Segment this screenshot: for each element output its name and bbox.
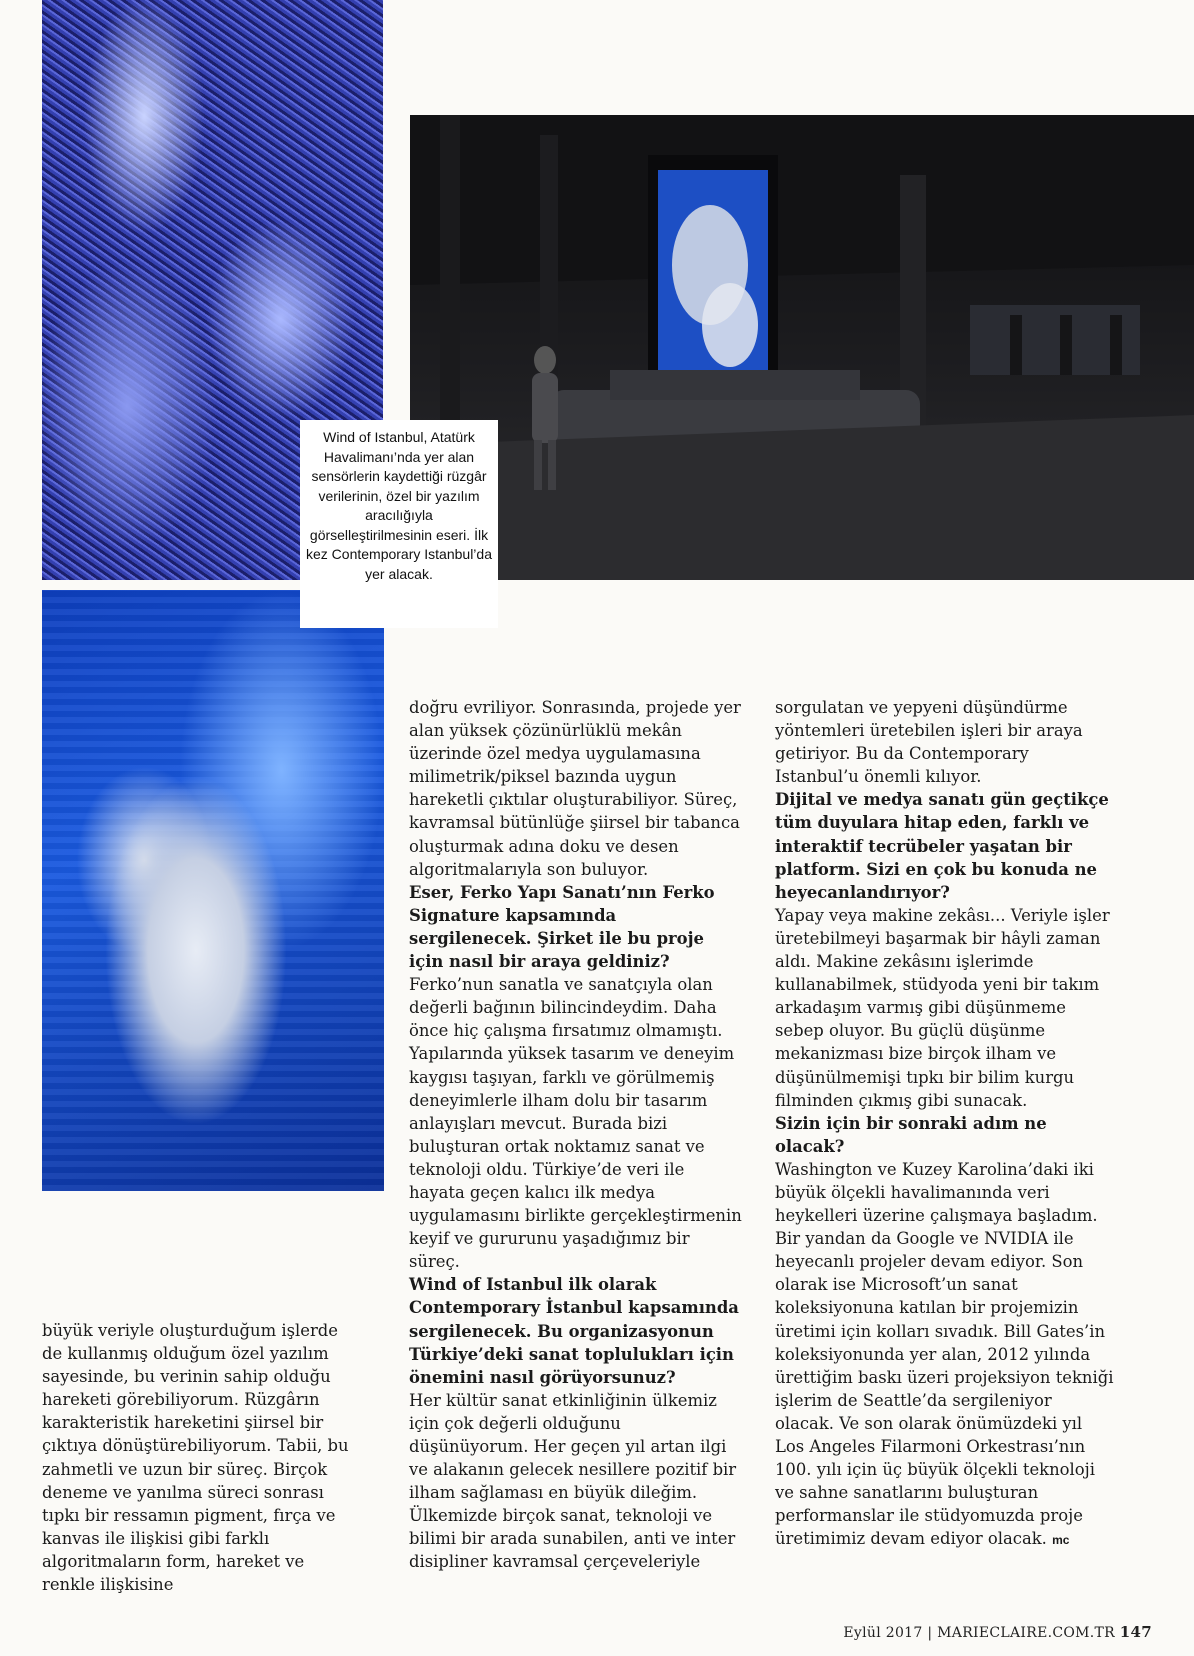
bench-step <box>610 370 860 400</box>
marie-claire-signoff: mc <box>1052 1533 1070 1548</box>
interview-question: Wind of Istanbul ilk olarak Contemporary İstanbul kapsamında sergilenecek. Bu organizasyonun Türkiye’deki sanat toplulukları için önemini nasıl görüyorsunuz? <box>409 1275 739 1387</box>
text-column-3 <box>775 696 1115 1552</box>
page-footer <box>843 1623 1152 1641</box>
data-sculpture-image <box>42 590 384 1191</box>
window-mullion <box>1010 315 1022 375</box>
visitor-figure-leg <box>548 440 556 490</box>
display-sculpture-form <box>702 283 758 367</box>
gallery-installation-photo <box>410 115 1194 580</box>
interview-answer <box>775 1158 1115 1553</box>
footer-divider: | <box>927 1625 933 1641</box>
interview-answer: Yapay veya makine zekâsı... Veriyle işler üretebilmeyi başarmak bir hâyli zaman aldı. Makine zekâsını işlerimde kullanabilmek, stüdyoda yeni bir takım arkadaşım varmış gibi düşünmeme sebep oluyor. Bu güçlü düşünme mekanizması bize birçok ilham ve düşünülmemişi tıpkı bir bilim kurgu filminden çıkmış gibi sunacak. <box>775 905 1110 1110</box>
ceiling <box>410 115 1194 285</box>
visitor-figure-head <box>534 346 556 374</box>
image-caption <box>300 420 498 628</box>
paragraph: sorgulatan ve yepyeni düşündürme yöntemleri üretebilen işleri bir araya getiriyor. Bu da Contemporary Istanbul’u önemli kılıyor. <box>775 698 1083 787</box>
answer-text: Washington ve Kuzey Karolina’daki iki büyük ölçekli havalimanında veri heykelleri üzerine çalışmaya başladım. Bir yandan da Google ve NVIDIA ile heyecanlı projeler devam ediyor. Son olarak ise Microsoft’un sanat koleksiyonuna katılan bir projemizin üretimi için kolları sıvadık. Bill Gates’in koleksiyonunda yer alan, 2012 yılında ürettiğim baskı üzeri projeksiyon tekniği işlerim de Seattle’da sergileniyor olacak. Ve son olarak önümüzdeki yıl Los Angeles Filarmoni Orkestrası’nın 100. yılı için üç büyük ölçekli teknoloji ve sahne sanatlarını buluşturan performanslar ile stüdyomuzda proje üretimimiz devam ediyor olacak. <box>775 1159 1114 1549</box>
caption-text: Wind of Istanbul, Atatürk Havalimanı’nda yer alan sensörlerin kaydettiği rüzgâr verilerinin, özel bir yazılım aracılığıyla görselleştirilmesinin eseri. İlk kez Contemporary Istanbul’da yer alacak. <box>306 429 492 582</box>
website: MARIECLAIRE.COM.TR <box>937 1625 1116 1641</box>
visitor-figure-body <box>532 373 558 443</box>
interview-question: Dijital ve medya sanatı gün geçtikçe tüm duyulara hitap eden, farklı ve interaktif tecrübeler yaşatan bir platform. Sizi en çok bu konuda ne heyecanlandırıyor? <box>775 790 1109 902</box>
visitor-figure-leg <box>534 440 542 490</box>
paragraph: doğru evriliyor. Sonrasında, projede yer alan yüksek çözünürlüklü mekân üzerinde özel medya uygulamasına milimetrik/piksel bazında uygun hareketli çıktılar oluşturabiliyor. Süreç, kavramsal bütünlüğe şiirsel bir tabanca oluşturmak adına doku ve desen algoritmalarıyla son buluyor. <box>409 698 741 879</box>
gallery-scene <box>410 115 1194 580</box>
text-column-1 <box>42 1319 362 1596</box>
paragraph: büyük veriyle oluşturduğum işlerde de kullanmış olduğum özel yazılım sayesinde, bu verinin sahip olduğu hareketi görebiliyorum. Rüzgârın karakteristik hareketini şiirsel bir çıktıya dönüştürebiliyorum. Tabii, bu zahmetli ve uzun bir süreç. Birçok deneme ve yanılma süreci sonrası tıpkı bir ressamın pigment, fırça ve kanvas ile ilişkisi gibi farklı algoritmaların form, hareket ve renkle ilişkisine <box>42 1321 349 1595</box>
page-number: 147 <box>1119 1623 1152 1641</box>
interview-answer: Ferko’nun sanatla ve sanatçıyla olan değerli bağının bilincindeydim. Daha önce hiç çalışma fırsatımız olmamıştı. Yapılarında yüksek tasarım ve deneyim kaygısı taşıyan, farklı ve görülmemiş deneyimlerle ilham dolu bir tasarım anlayışları mevcut. Burada bizi buluşturan ortak noktamız sanat ve teknoloji oldu. Türkiye’de veri ile hayata geçen kalıcı ilk medya uygulamasını birlikte gerçekleştirmenin keyif ve gururunu yaşadığımız bir süreç. <box>409 975 742 1272</box>
text-column-2 <box>409 696 744 1574</box>
floor <box>410 415 1194 580</box>
interview-answer: Her kültür sanat etkinliğinin ülkemiz için çok değerli olduğunu düşünüyorum. Her geçen yıl artan ilgi ve alakanın gelecek nesillere pozitif bir ilham sağlaması en büyük dileğim. Ülkemizde birçok sanat, teknoloji ve bilimi bir arada sunabilen, anti ve inter disipliner kavramsal çerçeveleriyle <box>409 1390 737 1572</box>
interview-question: Eser, Ferko Yapı Sanatı’nın Ferko Signature kapsamında sergilenecek. Şirket ile bu proje için nasıl bir araya geldiniz? <box>409 882 715 972</box>
window-mullion <box>1110 315 1122 375</box>
interview-question: Sizin için bir sonraki adım ne olacak? <box>775 1113 1047 1156</box>
window-mullion <box>1060 315 1072 375</box>
issue-date: Eylül 2017 <box>843 1625 923 1641</box>
